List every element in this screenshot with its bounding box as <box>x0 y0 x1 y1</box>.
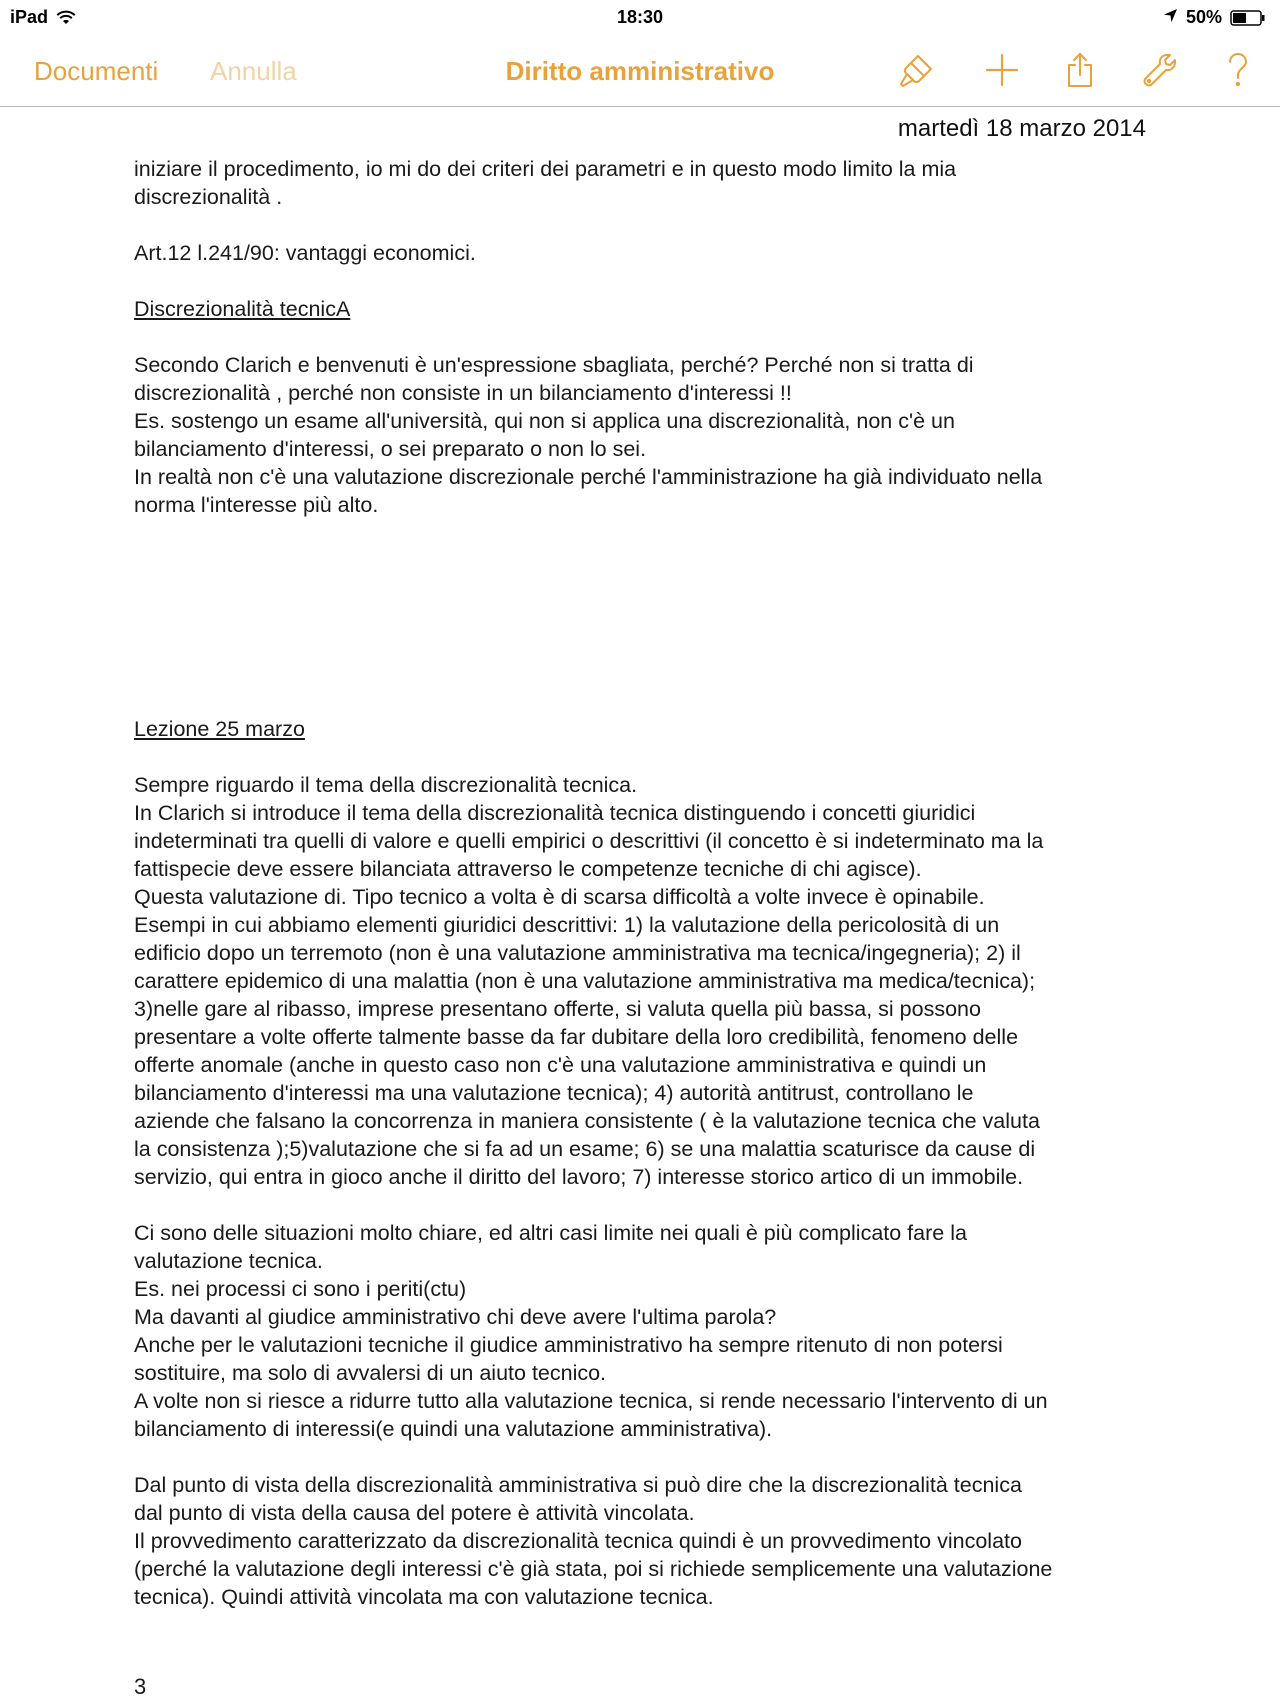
text-line: valutazione tecnica. <box>134 1249 323 1273</box>
section-heading: Lezione 25 marzo <box>134 717 305 741</box>
text-line: Il provvedimento caratterizzato da discrezionalità tecnica quindi è un provvedimento vincolato <box>134 1529 1022 1553</box>
text-line: tecnica). Quindi attività vincolata ma con valutazione tecnica. <box>134 1585 714 1609</box>
text-line: dal punto di vista della causa del potere è attività vincolata. <box>134 1501 695 1525</box>
battery-icon <box>1230 10 1266 26</box>
device-name: iPad <box>10 7 49 27</box>
text-line: Ma davanti al giudice amministrativo chi deve avere l'ultima parola? <box>134 1305 777 1329</box>
text-line: discrezionalità , perché non consiste in un bilanciamento d'interessi !! <box>134 381 792 405</box>
text-line: A volte non si riesce a ridurre tutto alla valutazione tecnica, si rende necessario l'intervento di un <box>134 1389 1048 1413</box>
text-line: fattispecie deve essere bilanciata attraverso le competenze tecniche di chi agisce). <box>134 857 922 881</box>
document-toolbar <box>0 36 1280 107</box>
text-line: norma l'interesse più alto. <box>134 493 379 517</box>
documents-button[interactable]: Documenti <box>34 56 159 86</box>
location-arrow-icon <box>1163 7 1178 28</box>
text-line: Es. nei processi ci sono i periti(ctu) <box>134 1277 467 1301</box>
share-icon[interactable] <box>1060 50 1100 90</box>
battery-percentage: 50% <box>1185 7 1222 27</box>
document-date: martedì 18 marzo 2014 <box>897 115 1146 142</box>
wrench-icon[interactable] <box>1140 50 1180 90</box>
text-line: (perché la valutazione degli interessi c'è già stata, poi si richiede semplicemente una valutazione <box>134 1557 1053 1581</box>
text-line: Ci sono delle situazioni molto chiare, ed altri casi limite nei quali è più complicato fare la <box>134 1221 967 1245</box>
text-line: carattere epidemico di una malattia (non è una valutazione amministrativa ma medica/tecnica); <box>134 969 1036 993</box>
text-line: bilanciamento di interessi(e quindi una valutazione amministrativa). <box>134 1417 773 1441</box>
text-line: Es. sostengo un esame all'università, qui non si applica una discrezionalità, non c'è un <box>134 409 955 433</box>
cancel-button[interactable]: Annulla <box>210 56 297 86</box>
paintbrush-icon[interactable] <box>897 50 937 90</box>
text-line: Questa valutazione di. Tipo tecnico a volta è di scarsa difficoltà a volte invece è opinabile. <box>134 885 985 909</box>
text-line: servizio, qui entra in gioco anche il diritto del lavoro; 7) interesse storico artico di un immobile. <box>134 1165 1024 1189</box>
status-right <box>1163 7 1266 28</box>
help-icon[interactable] <box>1218 50 1258 90</box>
plus-icon[interactable] <box>982 50 1022 90</box>
text-line: bilanciamento d'interessi, o sei preparato o non lo sei. <box>134 437 647 461</box>
document-body[interactable] <box>134 155 1144 1611</box>
text-line: Esempi in cui abbiamo elementi giuridici descrittivi: 1) la valutazione della pericolosità di un <box>134 913 1000 937</box>
text-line: aziende che falsano la concorrenza in maniera consistente ( è la valutazione tecnica che valuta <box>134 1109 1040 1133</box>
text-line: presentare a volte offerte talmente basse da far dubitare della loro credibilità, fenomeno delle <box>134 1025 1019 1049</box>
text-line: In Clarich si introduce il tema della discrezionalità tecnica distinguendo i concetti giuridici <box>134 801 976 825</box>
text-line: iniziare il procedimento, io mi do dei criteri dei parametri e in questo modo limito la mia <box>134 157 957 181</box>
text-line: bilanciamento d'interessi ma una valutazione tecnica); 4) autorità antitrust, controllano le <box>134 1081 974 1105</box>
text-line: edificio dopo un terremoto (non è una valutazione amministrativa ma tecnica/ingegneria); 2) il <box>134 941 1021 965</box>
text-line: 3)nelle gare al ribasso, imprese presentano offerte, si valuta quella più bassa, si possono <box>134 997 981 1021</box>
text-line: discrezionalità . <box>134 185 283 209</box>
text-line: indeterminati tra quelli di valore e quelli empirici o descrittivi (il concetto è si indeterminato ma la <box>134 829 1044 853</box>
document-title[interactable]: Diritto amministrativo <box>505 56 775 86</box>
text-line: Secondo Clarich e benvenuti è un'espressione sbagliata, perché? Perché non si tratta di <box>134 353 974 377</box>
text-line: In realtà non c'è una valutazione discrezionale perché l'amministrazione ha già individuato nella <box>134 465 1043 489</box>
text-line: Dal punto di vista della discrezionalità amministrativa si può dire che la discrezionalità tecnica <box>134 1473 1022 1497</box>
status-bar <box>0 0 1280 36</box>
status-time: 18:30 <box>616 7 664 27</box>
text-line: offerte anomale (anche in questo caso non c'è una valutazione amministrativa e quindi un <box>134 1053 987 1077</box>
text-line: Anche per le valutazioni tecniche il giudice amministrativo ha sempre ritenuto di non potersi <box>134 1333 1003 1357</box>
text-line: Sempre riguardo il tema della discrezionalità tecnica. <box>134 773 638 797</box>
text-line: Art.12 l.241/90: vantaggi economici. <box>134 241 476 265</box>
section-heading: Discrezionalità tecnicA <box>134 297 351 321</box>
page-number: 3 <box>134 1674 147 1699</box>
text-line: la consistenza );5)valutazione che si fa ad un esame; 6) se una malattia scaturisce da cause di <box>134 1137 1036 1161</box>
text-line: sostituire, ma solo di avvalersi di un aiuto tecnico. <box>134 1361 607 1385</box>
